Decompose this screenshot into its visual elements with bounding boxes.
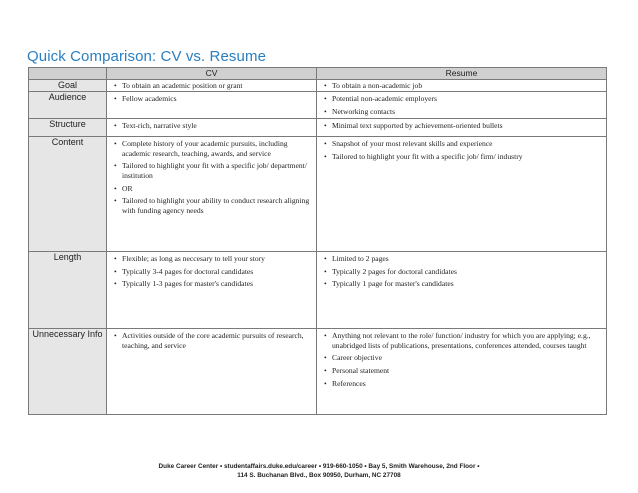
row-label: Unnecessary Info [29,329,107,415]
list-item: • Limited to 2 pages [323,254,602,264]
list-item: • Typically 3-4 pages for doctoral candidates [113,267,312,277]
list-item: • Tailored to highlight your fit with a specific job/ department/ institution [113,161,312,180]
cv-cell [107,119,317,137]
footer-line-1: Duke Career Center • studentaffairs.duke.edu/career • 919-660-1050 • Bay 5, Smith Warehouse, 2nd Floor • [158,463,480,470]
list-item: • Flexible; as long as neccesary to tell your story [113,254,312,264]
list-item: • Typically 1 page for master's candidates [323,279,602,289]
resume-cell [317,137,607,252]
resume-cell [317,329,607,415]
list-item: • Tailored to highlight your fit with a specific job/ firm/ industry [323,152,602,162]
cv-bullet-list [107,119,316,133]
table-row [29,80,607,92]
page-title: Quick Comparison: CV vs. Resume [27,48,267,65]
list-item: • Snapshot of your most relevant skills and experience [323,139,602,149]
cv-cell [107,137,317,252]
resume-bullet-list [317,252,606,291]
list-item: • Typically 2 pages for doctoral candidates [323,267,602,277]
comparison-table [28,67,607,415]
list-item: • Fellow academics [113,94,312,104]
table-row [29,329,607,415]
resume-cell [317,252,607,329]
cv-cell [107,252,317,329]
cv-bullet-list [107,252,316,291]
cv-bullet-list [107,137,316,217]
list-item: • Personal statement [323,366,602,376]
resume-bullet-list [317,92,606,118]
column-header-resume: Resume [317,68,607,80]
resume-cell [317,92,607,119]
row-label: Length [29,252,107,329]
table-row [29,92,607,119]
resume-bullet-list [317,80,606,91]
list-item: • OR [113,184,312,194]
table-row [29,119,607,137]
header-corner-cell [29,68,107,80]
table-row [29,252,607,329]
list-item: • Networking contacts [323,107,602,117]
cv-cell [107,329,317,415]
header-row [29,68,607,80]
cv-cell [107,92,317,119]
list-item: • To obtain a non-academic job [323,81,602,91]
cv-bullet-list [107,329,316,352]
list-item: • Text-rich, narrative style [113,121,312,131]
table-row [29,137,607,252]
row-label: Audience [29,92,107,119]
list-item: • Career objective [323,353,602,363]
list-item: • Complete history of your academic pursuits, including academic research, teaching, awards, and service [113,139,312,158]
row-label: Structure [29,119,107,137]
cv-bullet-list [107,80,316,91]
list-item: • Tailored to highlight your ability to conduct research aligning with funding agency needs [113,196,312,215]
list-item: • Typically 1-3 pages for master's candidates [113,279,312,289]
resume-cell [317,119,607,137]
resume-bullet-list [317,137,606,163]
resume-bullet-list [317,119,606,133]
list-item: • To obtain an academic position or grant [113,81,312,91]
footer-line-2: 114 S. Buchanan Blvd., Box 90950, Durham, NC 27708 [237,472,401,479]
row-label: Content [29,137,107,252]
column-header-cv: CV [107,68,317,80]
list-item: • Potential non-academic employers [323,94,602,104]
resume-cell [317,80,607,92]
cv-bullet-list [107,92,316,106]
list-item: • References [323,379,602,389]
row-label: Goal [29,80,107,92]
resume-bullet-list [317,329,606,390]
cv-cell [107,80,317,92]
list-item: • Minimal text supported by achievement-oriented bullets [323,121,602,131]
list-item: • Activities outside of the core academic pursuits of research, teaching, and service [113,331,312,350]
list-item: • Anything not relevant to the role/ function/ industry for which you are applying; e.g., unabridged lists of publications, presentations, conferences attended, courses taught [323,331,602,350]
